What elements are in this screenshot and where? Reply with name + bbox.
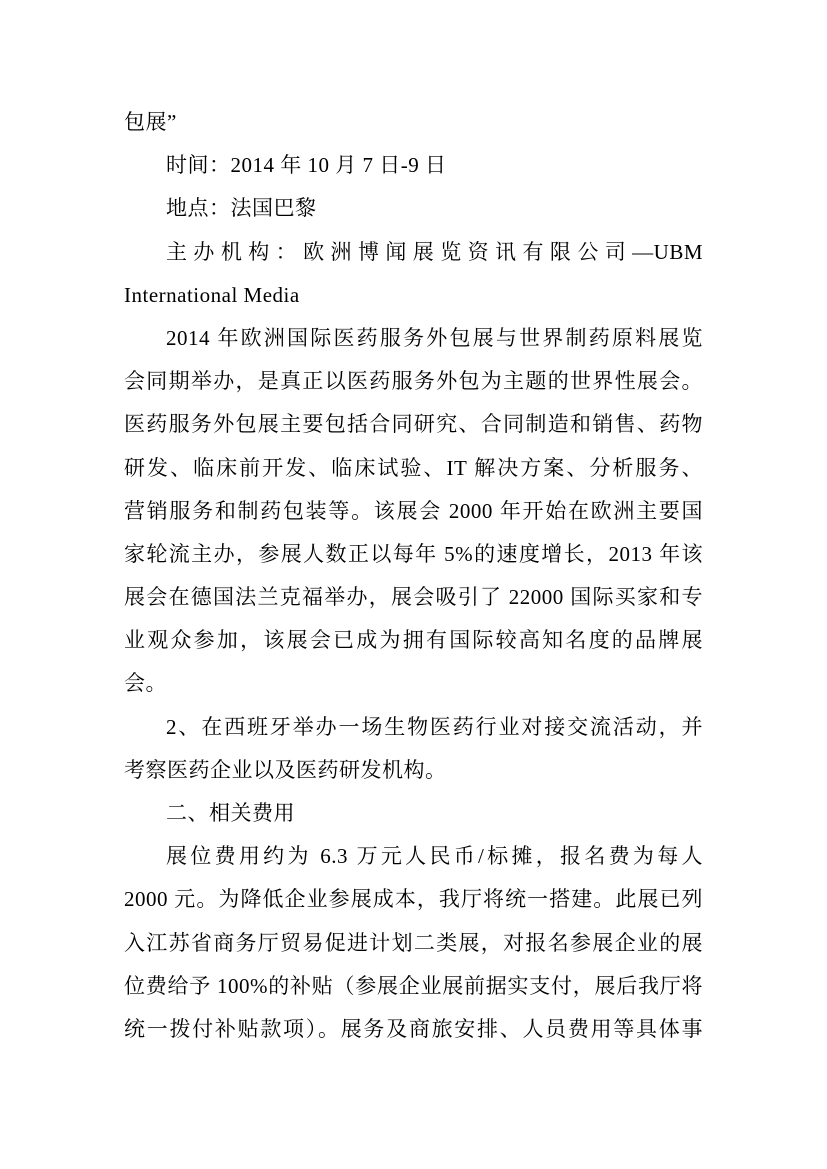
text-line: 会。: [124, 671, 167, 696]
text-line: 医药服务外包展主要包括合同研究、合同制造和销售、药物: [124, 412, 703, 437]
text-line: 展会在德国法兰克福举办，展会吸引了 22000 国际买家和专: [124, 585, 703, 610]
text-line: 2000 元。为降低企业参展成本，我厅将统一搭建。此展已列: [124, 887, 703, 912]
text-line: 入江苏省商务厅贸易促进计划二类展，对报名参展企业的展: [124, 930, 703, 955]
text-line: 位费给予 100%的补贴（参展企业展前据实支付，展后我厅将: [124, 973, 703, 998]
text-line: 二、相关费用: [166, 801, 295, 825]
text-lines: [124, 101, 703, 1051]
text-line: 主办机构：欧洲博闻展览资讯有限公司—UBM: [166, 239, 703, 264]
text-line: 2014 年欧洲国际医药服务外包展与世界制药原料展览: [166, 325, 703, 350]
text-line: 地点：法国巴黎: [166, 196, 317, 221]
text-line: 业观众参加，该展会已成为拥有国际较高知名度的品牌展: [124, 628, 703, 653]
text-line: 统一拨付补贴款项）。展务及商旅安排、人员费用等具体事: [124, 1016, 703, 1041]
text-line: International Media: [124, 282, 300, 307]
text-line: 家轮流主办，参展人数正以每年 5%的速度增长，2013 年该: [124, 541, 703, 566]
text-line: 包展”: [124, 110, 177, 134]
text-line: 会同期举办，是真正以医药服务外包为主题的世界性展会。: [124, 369, 703, 394]
text-line: 展位费用约为 6.3 万元人民币/标摊，报名费为每人: [166, 844, 703, 869]
text-line: 时间：2014 年 10 月 7 日-9 日: [166, 153, 447, 178]
text-line: 研发、临床前开发、临床试验、IT 解决方案、分析服务、: [124, 455, 703, 480]
text-line: 考察医药企业以及医药研发机构。: [124, 757, 447, 782]
text-line: 2、在西班牙举办一场生物医药行业对接交流活动，并: [166, 714, 703, 739]
text-line: 营销服务和制药包装等。该展会 2000 年开始在欧洲主要国: [124, 498, 703, 523]
